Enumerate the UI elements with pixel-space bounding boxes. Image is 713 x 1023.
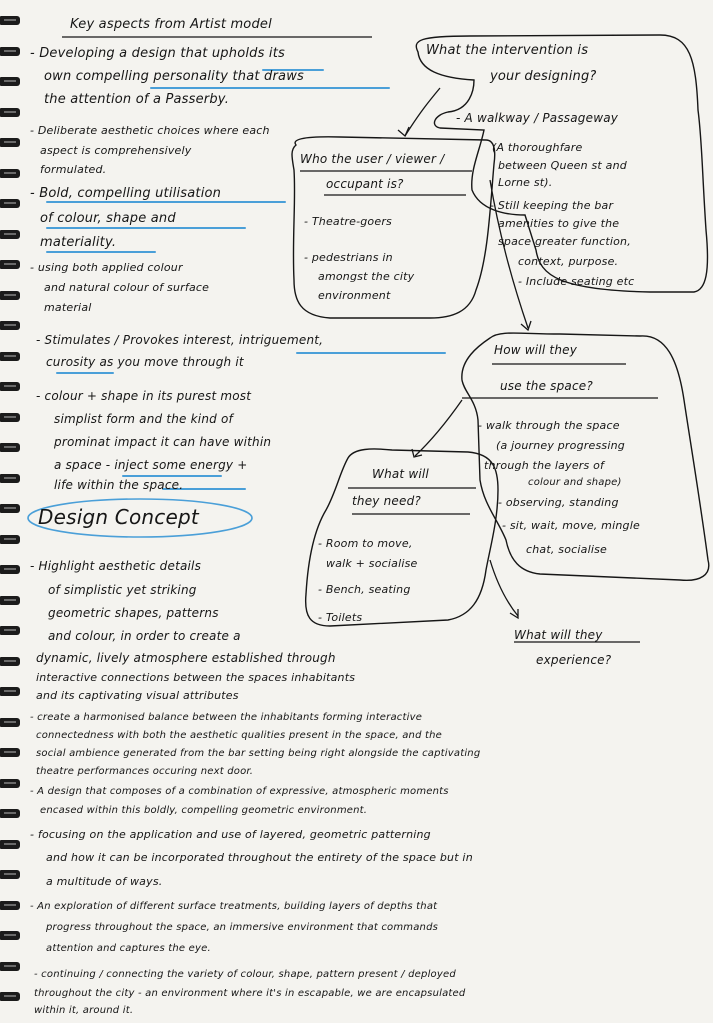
use-item: (a journey progressing bbox=[496, 439, 625, 452]
bullet-line: - using both applied colour bbox=[30, 261, 183, 274]
intervention-item: - A walkway / Passageway bbox=[456, 111, 619, 125]
design-concept-heading: Design Concept bbox=[38, 505, 199, 529]
bullet-line: and natural colour of surface bbox=[44, 281, 210, 294]
bullet-line: simplist form and the kind of bbox=[54, 412, 233, 426]
concept-line: - An exploration of different surface treatments, building layers of depths that bbox=[30, 901, 438, 912]
bullet-line: - Bold, compelling utilisation bbox=[30, 186, 222, 201]
intervention-item: (A thoroughfare bbox=[492, 141, 583, 154]
bullet-line: materiality. bbox=[40, 235, 117, 250]
use-item: - walk through the space bbox=[478, 419, 620, 432]
concept-line: progress throughout the space, an immersive environment that commands bbox=[46, 922, 439, 933]
page-title: Key aspects from Artist model bbox=[70, 17, 272, 32]
use-item: chat, socialise bbox=[526, 543, 607, 556]
concept-line: and its captivating visual attributes bbox=[36, 689, 239, 702]
highlight bbox=[296, 352, 446, 354]
intervention-item: context, purpose. bbox=[518, 255, 619, 268]
concept-line: throughout the city - an environment where it's in escapable, we are encapsulated bbox=[34, 988, 466, 999]
concept-line: - Highlight aesthetic details bbox=[30, 559, 202, 573]
concept-line: a multitude of ways. bbox=[46, 875, 163, 888]
use-item: colour and shape) bbox=[528, 477, 622, 488]
user-item: amongst the city bbox=[318, 270, 415, 283]
intervention-question: What the intervention is bbox=[426, 43, 589, 58]
bullet-line: a space - inject some energy + bbox=[54, 458, 248, 472]
need-question: they need? bbox=[352, 494, 421, 508]
highlight bbox=[46, 251, 156, 253]
concept-line: - continuing / connecting the variety of colour, shape, pattern present / deployed bbox=[34, 969, 456, 980]
intervention-item: between Queen st and bbox=[498, 159, 627, 172]
user-item: - Theatre-goers bbox=[304, 215, 392, 228]
experience-question: experience? bbox=[536, 653, 612, 667]
bullet-line: formulated. bbox=[40, 163, 107, 176]
intervention-item: amenities to give the bbox=[498, 217, 620, 230]
user-item: environment bbox=[318, 289, 391, 302]
need-item: walk + socialise bbox=[326, 557, 418, 570]
need-question: What will bbox=[372, 467, 429, 481]
concept-line: social ambience generated from the bar setting being right alongside the captivating bbox=[36, 748, 481, 759]
need-item: - Room to move, bbox=[318, 537, 413, 550]
intervention-item: - Still keeping the bar bbox=[490, 199, 614, 212]
highlight bbox=[150, 87, 390, 89]
bullet-line: - Developing a design that upholds its bbox=[30, 46, 285, 61]
need-item: - Toilets bbox=[318, 611, 363, 624]
bullet-line: own compelling personality that draws bbox=[44, 69, 305, 84]
bullet-line: material bbox=[44, 301, 92, 314]
bullet-line: - Stimulates / Provokes interest, intriguement, bbox=[36, 333, 324, 347]
experience-question: What will they bbox=[514, 628, 603, 642]
highlight bbox=[56, 372, 114, 374]
intervention-item: space greater function, bbox=[498, 235, 631, 248]
intervention-item: - Include seating etc bbox=[518, 275, 635, 288]
highlight bbox=[46, 201, 286, 203]
concept-line: of simplistic yet striking bbox=[48, 583, 197, 597]
concept-line: and how it can be incorporated throughout the entirety of the space but in bbox=[46, 851, 473, 864]
bullet-line: life within the space. bbox=[54, 478, 184, 492]
use-item: - observing, standing bbox=[498, 496, 619, 509]
bullet-line: - colour + shape in its purest most bbox=[36, 389, 252, 403]
bullet-line: prominat impact it can have within bbox=[54, 435, 272, 449]
bullet-line: - Deliberate aesthetic choices where each bbox=[30, 124, 270, 137]
concept-line: theatre performances occuring next door. bbox=[36, 766, 254, 777]
user-item: - pedestrians in bbox=[304, 251, 393, 264]
bullet-line: aspect is comprehensively bbox=[40, 144, 192, 157]
use-item: through the layers of bbox=[484, 459, 605, 472]
user-question: Who the user / viewer / bbox=[300, 152, 445, 166]
use-question: use the space? bbox=[500, 379, 593, 393]
user-question: occupant is? bbox=[326, 177, 404, 191]
concept-line: - A design that composes of a combination of expressive, atmospheric moments bbox=[30, 786, 449, 797]
concept-line: connectedness with both the aesthetic qualities present in the space, and the bbox=[36, 730, 443, 741]
highlight bbox=[122, 475, 222, 477]
concept-line: encased within this boldly, compelling geometric environment. bbox=[40, 805, 368, 816]
concept-line: within it, around it. bbox=[34, 1005, 134, 1016]
highlight bbox=[46, 227, 246, 229]
concept-line: attention and captures the eye. bbox=[46, 943, 211, 954]
concept-line: dynamic, lively atmosphere established through bbox=[36, 651, 336, 665]
use-question: How will they bbox=[494, 343, 578, 357]
bullet-line: of colour, shape and bbox=[40, 211, 176, 226]
bullet-line: curosity as you move through it bbox=[46, 355, 244, 369]
use-item: - sit, wait, move, mingle bbox=[502, 519, 640, 532]
concept-line: interactive connections between the spaces inhabitants bbox=[36, 671, 356, 684]
need-item: - Bench, seating bbox=[318, 583, 411, 596]
intervention-item: Lorne st). bbox=[498, 176, 553, 189]
intervention-question: your designing? bbox=[490, 69, 597, 84]
concept-line: - focusing on the application and use of layered, geometric patterning bbox=[30, 828, 431, 841]
concept-line: geometric shapes, patterns bbox=[48, 606, 219, 620]
concept-line: - create a harmonised balance between the inhabitants forming interactive bbox=[30, 712, 423, 723]
concept-line: and colour, in order to create a bbox=[48, 629, 241, 643]
bullet-line: the attention of a Passerby. bbox=[44, 92, 230, 107]
